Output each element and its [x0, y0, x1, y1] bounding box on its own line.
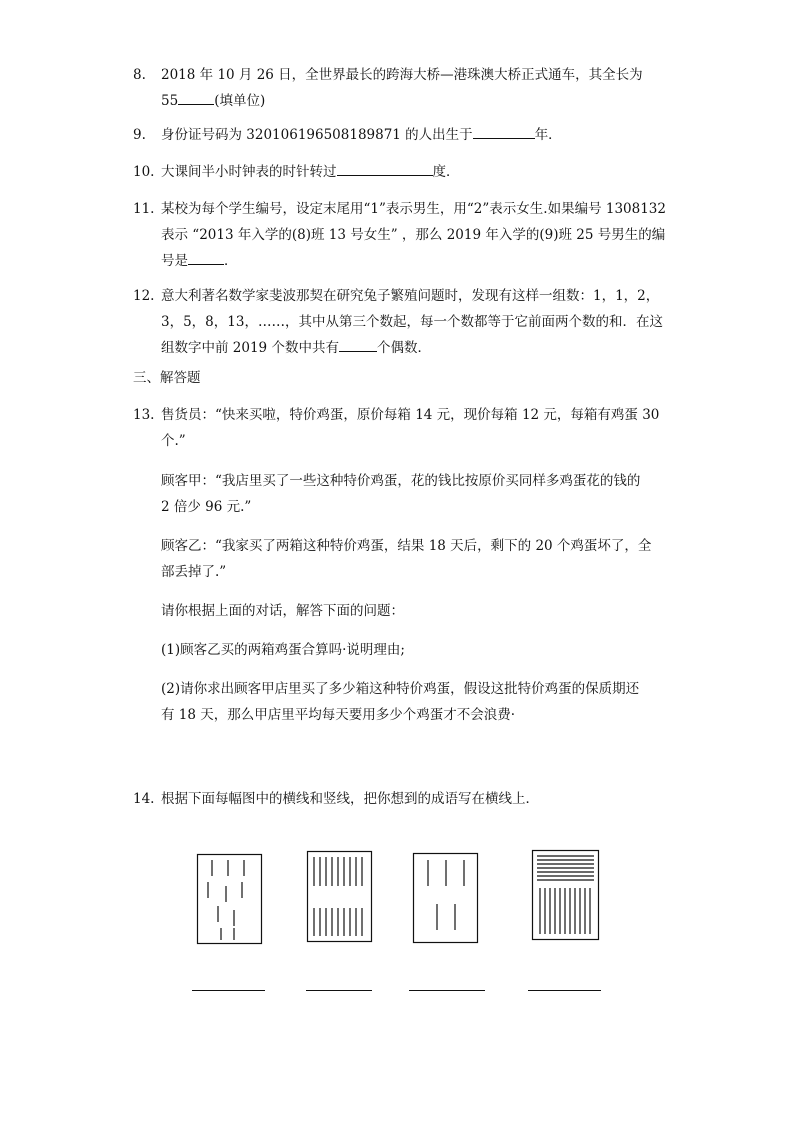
sub-question-line: (2)请你求出顾客甲店里买了多少箱这种特价鸡蛋，假设这批特价鸡蛋的保质期还: [161, 681, 640, 697]
figure-1-lines: [208, 860, 244, 940]
answer-blank[interactable]: [473, 124, 535, 139]
question-text: 组数字中前 2019 个数中共有: [161, 340, 339, 356]
figure-4-frame: [533, 851, 599, 940]
answer-blank[interactable]: [337, 161, 433, 176]
figure-3-frame: [414, 854, 478, 943]
question-number: 11.: [133, 201, 155, 217]
quote-line: 顾客乙：“我家买了两箱这种特价鸡蛋，结果 18 天后，剩下的 20 个鸡蛋坏了，全: [161, 538, 652, 554]
question-9: [133, 122, 673, 148]
question-text: 55: [161, 93, 179, 109]
question-number: 9.: [133, 127, 146, 143]
sub-question-1: (1)顾客乙买的两箱鸡蛋合算吗·说明理由;: [161, 642, 405, 658]
question-text: ．: [224, 253, 238, 269]
customer-a-quote: [161, 468, 673, 520]
question-11: [133, 196, 673, 274]
question-text: 表示 “2013 年入学的(8)班 13 号女生” ，那么 2019 年入学的(9)班 25 号男生的编: [161, 227, 666, 243]
quote-line: 部丢掉了.”: [161, 564, 227, 580]
question-text: 2018 年 10 月 26 日，全世界最长的跨海大桥—港珠澳大桥正式通车，其全长为: [161, 67, 643, 83]
question-number: 14.: [133, 791, 155, 807]
question-text: 根据下面每幅图中的横线和竖线，把你想到的成语写在横线上．: [161, 791, 539, 807]
figure-2-frame: [308, 852, 372, 942]
question-number: 12.: [133, 288, 155, 304]
customer-b-quote: [161, 533, 673, 585]
question-10: [133, 159, 673, 185]
question-text: 号是: [161, 253, 188, 269]
quote-line: 顾客甲：“我店里买了一些这种特价鸡蛋，花的钱比按原价买同样多鸡蛋花的钱的: [161, 473, 641, 489]
question-prompt: 请你根据上面的对话，解答下面的问题：: [161, 603, 404, 619]
question-12: [133, 283, 673, 361]
seller-quote: 个.”: [161, 433, 186, 449]
question-text: 年．: [534, 127, 562, 143]
figure-3-lines: [428, 860, 464, 930]
question-14: [133, 786, 673, 812]
question-number: 13.: [133, 407, 155, 423]
answer-blank[interactable]: [339, 337, 377, 352]
question-text: 个偶数．: [376, 340, 431, 356]
question-text: 大课间半小时钟表的时针转过: [161, 164, 337, 180]
answer-blank[interactable]: [178, 90, 214, 105]
answer-blank[interactable]: [188, 250, 224, 265]
question-text: 意大利著名数学家斐波那契在研究兔子繁殖问题时，发现有这样一组数：1，1，2，: [161, 288, 660, 304]
seller-quote: 售货员：“快来买啦，特价鸡蛋，原价每箱 14 元，现价每箱 12 元，每箱有鸡蛋 30: [161, 407, 660, 423]
figure-2-lines: [314, 857, 362, 936]
question-text: 某校为每个学生编号，设定末尾用“1”表示男生，用“2”表示女生.如果编号 1308132: [161, 201, 666, 217]
answer-line-1[interactable]: [192, 990, 265, 991]
question-text: 身份证号码为 320106196508189871 的人出生于: [161, 127, 473, 143]
question-8: [133, 62, 673, 114]
question-text: 3，5，8，13，……，其中从第三个数起，每一个数都等于它前面两个数的和．在这: [161, 314, 663, 330]
question-13: [133, 402, 673, 454]
question-number: 8.: [133, 67, 146, 83]
answer-line-4[interactable]: [528, 990, 601, 991]
section-title: 三、解答题: [133, 370, 201, 386]
question-text: (填单位): [214, 93, 266, 109]
question-text: 度．: [432, 164, 460, 180]
question-number: 10.: [133, 164, 155, 180]
figure-1-frame: [198, 855, 262, 944]
sub-question-2: [161, 676, 673, 728]
answer-line-2[interactable]: [306, 990, 372, 991]
figure-4-lines: [537, 856, 594, 934]
quote-line: 2 倍少 96 元.”: [161, 499, 252, 515]
answer-line-3[interactable]: [409, 990, 485, 991]
sub-question-line: 有 18 天，那么甲店里平均每天要用多少个鸡蛋才不会浪费·: [161, 707, 516, 723]
